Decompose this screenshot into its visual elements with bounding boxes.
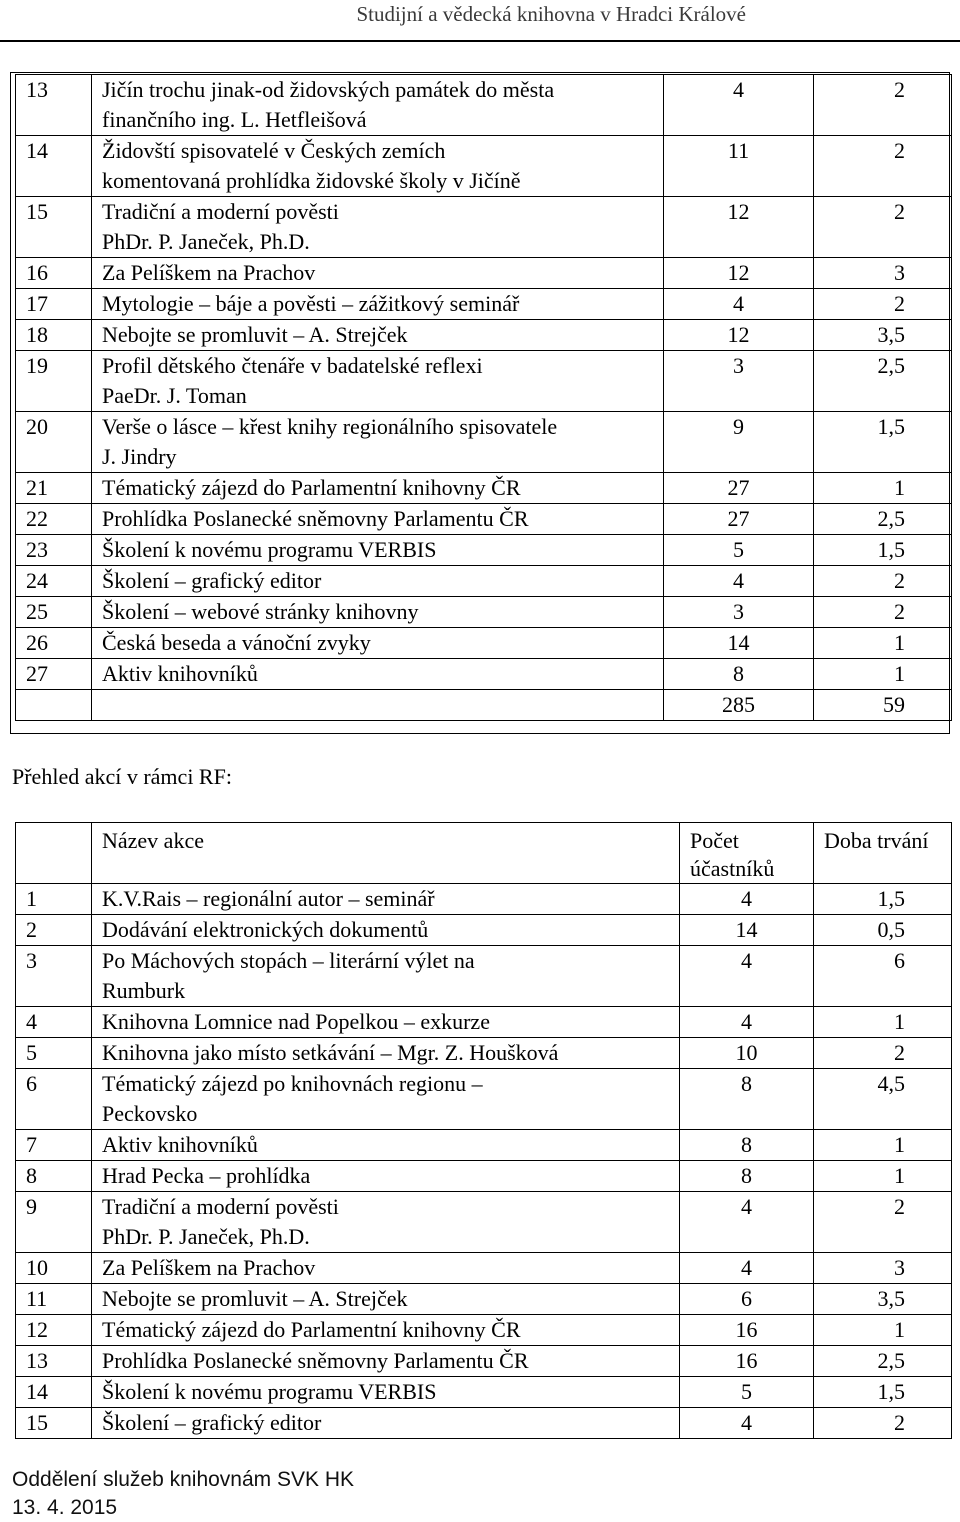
header-duration: Doba trvání (814, 823, 952, 884)
row-title (92, 136, 664, 197)
total-row (16, 690, 952, 721)
row-title (92, 1069, 680, 1130)
table-row (16, 915, 952, 946)
row-duration: 2,5 (814, 1346, 952, 1377)
row-count: 3 (664, 597, 814, 628)
row-title-text: Prohlídka Poslanecké sněmovny Parlamentu ČR (102, 1348, 529, 1373)
row-title-text: K.V.Rais – regionální autor – seminář (102, 886, 435, 911)
table-row (16, 884, 952, 915)
row-title-text: Prohlídka Poslanecké sněmovny Parlamentu ČR (102, 506, 529, 531)
row-title-text: Tématický zájezd do Parlamentní knihovny ČR (102, 1317, 521, 1342)
row-title-text: Mytologie – báje a pověsti – zážitkový seminář (102, 291, 520, 316)
row-count: 12 (664, 258, 814, 289)
row-title-text: Tématický zájezd do Parlamentní knihovny ČR (102, 475, 521, 500)
row-duration: 1,5 (814, 535, 952, 566)
row-duration: 2 (814, 75, 952, 136)
row-count: 4 (664, 566, 814, 597)
row-title-text: Knihovna jako místo setkávání – Mgr. Z. Houšková (102, 1040, 559, 1065)
row-duration: 2 (814, 136, 952, 197)
table-row (16, 1192, 952, 1253)
row-count: 11 (664, 136, 814, 197)
row-title (92, 1253, 680, 1284)
row-title-text: Školení k novému programu VERBIS (102, 1379, 437, 1404)
row-number: 8 (16, 1161, 92, 1192)
table-row (16, 1069, 952, 1130)
row-count: 5 (680, 1377, 814, 1408)
row-duration: 1 (814, 628, 952, 659)
table-row (16, 412, 952, 473)
row-title (92, 258, 664, 289)
row-duration: 3 (814, 258, 952, 289)
row-count: 27 (664, 473, 814, 504)
table-row (16, 258, 952, 289)
row-title-text: Dodávání elektronických dokumentů (102, 917, 429, 942)
table-row (16, 197, 952, 258)
footer-date: 13. 4. 2015 (12, 1496, 118, 1519)
row-number: 22 (16, 504, 92, 535)
row-title-text: Tradiční a moderní pověsti (102, 1194, 339, 1219)
table-row (16, 1377, 952, 1408)
table-row (16, 1253, 952, 1284)
footer-department: Oddělení služeb knihovnám SVK HK (12, 1468, 355, 1491)
row-title (92, 535, 664, 566)
table-row (16, 597, 952, 628)
row-number: 5 (16, 1038, 92, 1069)
row-title-text: Hrad Pecka – prohlídka (102, 1163, 311, 1188)
row-count: 6 (680, 1284, 814, 1315)
row-number: 1 (16, 884, 92, 915)
row-title-text: Tradiční a moderní pověsti (102, 199, 339, 224)
row-number: 7 (16, 1130, 92, 1161)
table-row (16, 320, 952, 351)
row-subtitle: Rumburk (102, 978, 186, 1003)
row-title-text: Židovští spisovatelé v Českých zemích (102, 138, 446, 163)
row-title (92, 504, 664, 535)
table-row (16, 289, 952, 320)
row-title (92, 1161, 680, 1192)
row-number: 12 (16, 1315, 92, 1346)
row-subtitle: PhDr. P. Janeček, Ph.D. (102, 229, 310, 254)
total-empty-title (92, 690, 664, 721)
row-title-text: Nebojte se promluvit – A. Strejček (102, 1286, 408, 1311)
row-number: 25 (16, 597, 92, 628)
row-title (92, 915, 680, 946)
row-title (92, 1038, 680, 1069)
row-duration: 2,5 (814, 504, 952, 535)
rf-events-table (15, 822, 952, 1439)
row-count: 10 (680, 1038, 814, 1069)
table-row (16, 1161, 952, 1192)
row-number: 19 (16, 351, 92, 412)
header-name: Název akce (92, 823, 680, 884)
header-divider (0, 40, 960, 42)
table-row (16, 946, 952, 1007)
row-count: 4 (680, 1408, 814, 1439)
row-count: 3 (664, 351, 814, 412)
row-number: 26 (16, 628, 92, 659)
row-duration: 1,5 (814, 884, 952, 915)
table-row (16, 1038, 952, 1069)
row-duration: 2 (814, 197, 952, 258)
table-row (16, 1315, 952, 1346)
row-count: 14 (664, 628, 814, 659)
row-subtitle: Peckovsko (102, 1101, 198, 1126)
row-duration: 2 (814, 1408, 952, 1439)
row-duration: 2 (814, 597, 952, 628)
row-number: 20 (16, 412, 92, 473)
row-title (92, 659, 664, 690)
row-number: 21 (16, 473, 92, 504)
row-count: 8 (680, 1161, 814, 1192)
row-count: 8 (680, 1130, 814, 1161)
table-row (16, 75, 952, 136)
table-row (16, 136, 952, 197)
table-row (16, 351, 952, 412)
row-count: 4 (680, 884, 814, 915)
row-duration: 1 (814, 1130, 952, 1161)
row-subtitle: PaeDr. J. Toman (102, 383, 247, 408)
row-title (92, 1408, 680, 1439)
row-count: 4 (680, 1253, 814, 1284)
row-title (92, 1315, 680, 1346)
row-number: 23 (16, 535, 92, 566)
row-count: 9 (664, 412, 814, 473)
table-row (16, 1284, 952, 1315)
row-title (92, 1284, 680, 1315)
table-row (16, 1408, 952, 1439)
row-title-text: Školení – grafický editor (102, 568, 322, 593)
row-title (92, 473, 664, 504)
row-number: 10 (16, 1253, 92, 1284)
row-duration: 1,5 (814, 412, 952, 473)
row-title-text: Po Máchových stopách – literární výlet na (102, 948, 475, 973)
row-duration: 3,5 (814, 320, 952, 351)
row-number: 6 (16, 1069, 92, 1130)
table-row (16, 566, 952, 597)
row-title (92, 289, 664, 320)
row-title (92, 351, 664, 412)
row-count: 8 (664, 659, 814, 690)
row-duration: 2 (814, 1038, 952, 1069)
table-row (16, 1130, 952, 1161)
section-title: Přehled akcí v rámci RF: (12, 764, 232, 789)
row-duration: 1,5 (814, 1377, 952, 1408)
row-duration: 1 (814, 1315, 952, 1346)
row-count: 4 (664, 75, 814, 136)
row-title-text: Tématický zájezd po knihovnách regionu – (102, 1071, 483, 1096)
row-duration: 3 (814, 1253, 952, 1284)
row-count: 16 (680, 1346, 814, 1377)
row-title (92, 1377, 680, 1408)
header-count: Počet účastníků (680, 823, 814, 884)
row-title-text: Školení – webové stránky knihovny (102, 599, 419, 624)
row-number: 11 (16, 1284, 92, 1315)
row-title-text: Verše o lásce – křest knihy regionálního spisovatele (102, 414, 558, 439)
row-title (92, 75, 664, 136)
row-number: 4 (16, 1007, 92, 1038)
row-title (92, 197, 664, 258)
row-count: 12 (664, 320, 814, 351)
row-number: 14 (16, 136, 92, 197)
row-number: 27 (16, 659, 92, 690)
row-title (92, 1346, 680, 1377)
row-subtitle: finančního ing. L. Hetfleišová (102, 107, 367, 132)
row-title-text: Aktiv knihovníků (102, 1132, 258, 1157)
row-title-text: Profil dětského čtenáře v badatelské reflexi (102, 353, 483, 378)
row-duration: 1 (814, 473, 952, 504)
row-title (92, 320, 664, 351)
total-count: 285 (664, 690, 814, 721)
row-count: 4 (664, 289, 814, 320)
row-duration: 2,5 (814, 351, 952, 412)
total-duration: 59 (814, 690, 952, 721)
events-table-continued (15, 74, 952, 721)
row-subtitle: J. Jindry (102, 444, 177, 469)
row-title (92, 566, 664, 597)
row-count: 4 (680, 1007, 814, 1038)
row-title (92, 1007, 680, 1038)
row-title-text: Nebojte se promluvit – A. Strejček (102, 322, 408, 347)
row-count: 14 (680, 915, 814, 946)
row-title-text: Aktiv knihovníků (102, 661, 258, 686)
row-subtitle: PhDr. P. Janeček, Ph.D. (102, 1224, 310, 1249)
row-title (92, 597, 664, 628)
page-header-title: Studijní a vědecká knihovna v Hradci Králové (356, 2, 746, 26)
row-title-text: Česká beseda a vánoční zvyky (102, 630, 371, 655)
row-number: 13 (16, 75, 92, 136)
row-duration: 2 (814, 566, 952, 597)
row-title (92, 412, 664, 473)
table-row (16, 473, 952, 504)
row-duration: 0,5 (814, 915, 952, 946)
total-empty-no (16, 690, 92, 721)
row-number: 17 (16, 289, 92, 320)
footer (12, 1466, 354, 1522)
row-title (92, 884, 680, 915)
row-count: 12 (664, 197, 814, 258)
row-number: 16 (16, 258, 92, 289)
row-count: 5 (664, 535, 814, 566)
row-title (92, 628, 664, 659)
row-duration: 1 (814, 1161, 952, 1192)
row-count: 4 (680, 946, 814, 1007)
row-title-text: Školení – grafický editor (102, 1410, 322, 1435)
row-duration: 3,5 (814, 1284, 952, 1315)
row-duration: 6 (814, 946, 952, 1007)
row-duration: 1 (814, 659, 952, 690)
row-duration: 2 (814, 1192, 952, 1253)
row-number: 3 (16, 946, 92, 1007)
table-row (16, 628, 952, 659)
row-number: 15 (16, 197, 92, 258)
header-no (16, 823, 92, 884)
row-count: 4 (680, 1192, 814, 1253)
table-row (16, 1007, 952, 1038)
row-duration: 4,5 (814, 1069, 952, 1130)
row-number: 2 (16, 915, 92, 946)
row-count: 27 (664, 504, 814, 535)
row-title-text: Za Pelíškem na Prachov (102, 260, 316, 285)
row-duration: 2 (814, 289, 952, 320)
row-count: 8 (680, 1069, 814, 1130)
row-title-text: Školení k novému programu VERBIS (102, 537, 437, 562)
row-duration: 1 (814, 1007, 952, 1038)
row-number: 15 (16, 1408, 92, 1439)
row-title-text: Knihovna Lomnice nad Popelkou – exkurze (102, 1009, 490, 1034)
table-row (16, 535, 952, 566)
row-count: 16 (680, 1315, 814, 1346)
row-title-text: Jičín trochu jinak-od židovských památek do města (102, 77, 555, 102)
row-number: 24 (16, 566, 92, 597)
table-row (16, 659, 952, 690)
row-number: 18 (16, 320, 92, 351)
table-row (16, 504, 952, 535)
row-title (92, 1130, 680, 1161)
row-title-text: Za Pelíškem na Prachov (102, 1255, 316, 1280)
row-number: 14 (16, 1377, 92, 1408)
row-number: 13 (16, 1346, 92, 1377)
row-title (92, 946, 680, 1007)
table-header-row (16, 823, 952, 884)
row-subtitle: komentovaná prohlídka židovské školy v Jičíně (102, 168, 521, 193)
row-number: 9 (16, 1192, 92, 1253)
table-row (16, 1346, 952, 1377)
row-title (92, 1192, 680, 1253)
